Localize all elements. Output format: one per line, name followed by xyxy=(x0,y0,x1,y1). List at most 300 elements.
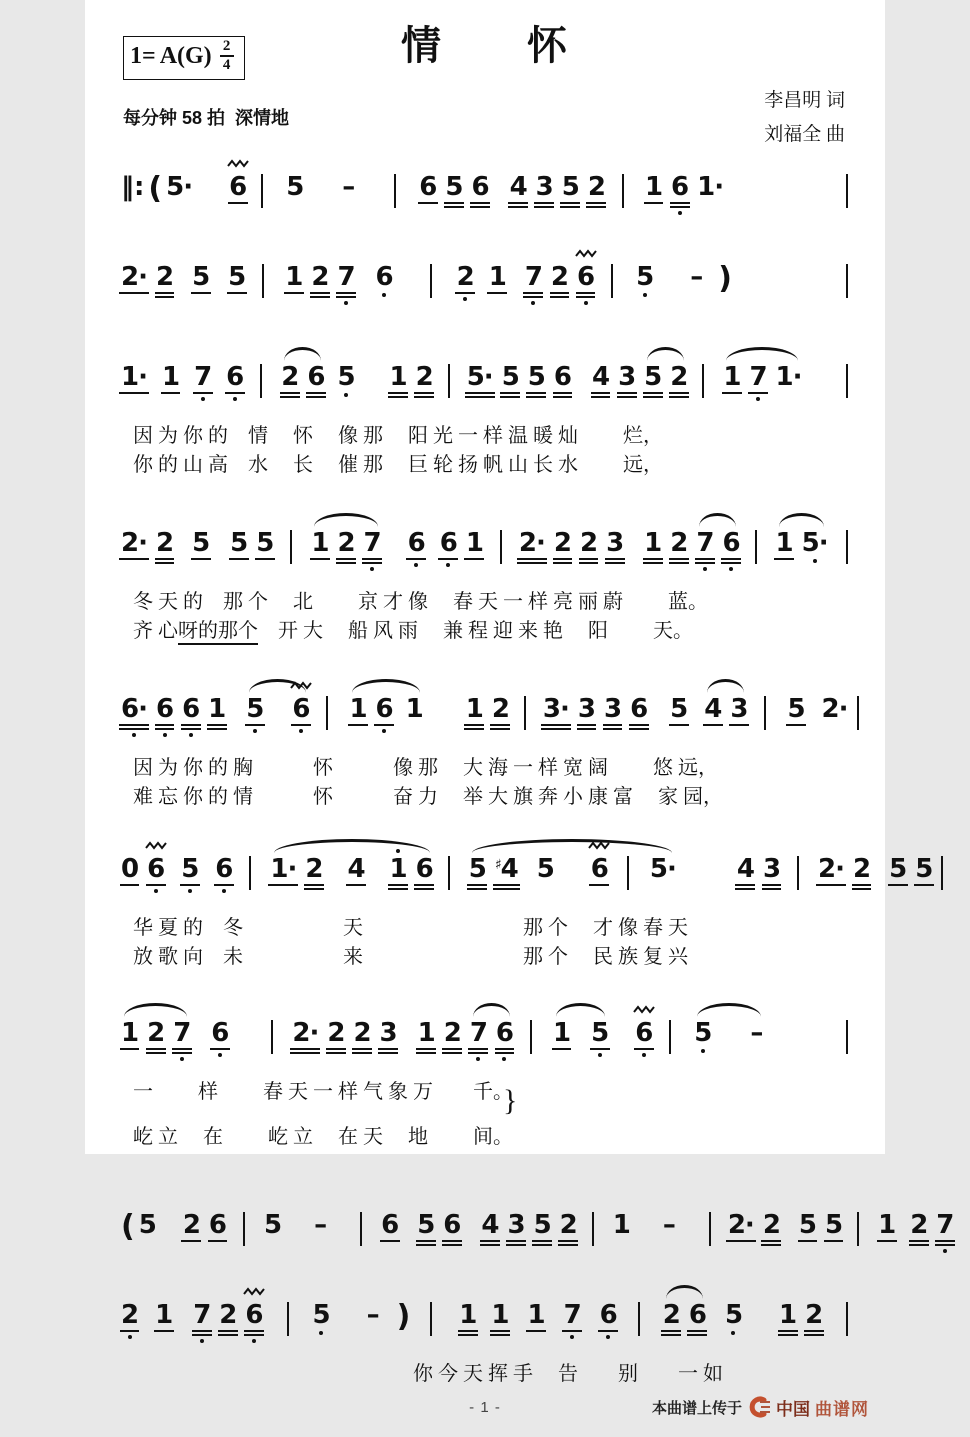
note-number: 5· xyxy=(649,854,676,884)
barline xyxy=(448,856,450,890)
beam-line xyxy=(661,1330,681,1332)
beam-line xyxy=(438,558,458,560)
barline xyxy=(638,1302,640,1336)
note xyxy=(156,696,173,737)
beam-line xyxy=(362,558,382,560)
beam-line xyxy=(603,724,623,726)
notes-row xyxy=(121,510,857,588)
beam-lines xyxy=(909,1240,929,1246)
octave-dot-below xyxy=(643,293,647,297)
beam-lines xyxy=(348,724,368,726)
beam-lines xyxy=(207,724,227,730)
beam-line xyxy=(468,1048,488,1050)
beam-lines xyxy=(490,724,510,730)
beam-lines xyxy=(120,1048,140,1050)
beam-line xyxy=(191,292,211,294)
beam-line xyxy=(120,1330,140,1332)
beam-lines xyxy=(119,292,149,294)
notes-row xyxy=(121,154,857,232)
beam-lines xyxy=(378,1048,398,1054)
beam-line xyxy=(255,558,275,560)
note-number: 5 xyxy=(468,854,486,884)
note-number: 6 xyxy=(671,172,689,202)
note-number: 3 xyxy=(535,172,553,202)
barline xyxy=(524,696,526,730)
note xyxy=(496,1020,513,1061)
note-number: 3 xyxy=(507,1209,525,1240)
beam-lines xyxy=(193,392,213,394)
note-number: 2 xyxy=(443,1018,461,1048)
beam-lines xyxy=(590,1048,610,1050)
beam-lines xyxy=(416,1240,436,1246)
note-number: 1 xyxy=(488,262,506,292)
note xyxy=(194,364,211,401)
note xyxy=(459,1299,477,1336)
note-number: 5 xyxy=(591,1018,609,1048)
note xyxy=(527,1299,545,1332)
octave-dot-below xyxy=(253,729,257,733)
note-number: 2 xyxy=(762,1209,780,1240)
beam-line xyxy=(416,1052,436,1054)
note-number: ♯4 xyxy=(494,854,518,884)
note-number: 2· xyxy=(518,528,545,558)
lyric-text: 难 忘 你 的 情 怀 奋 力 举 大 旗 奔 小 康 富 家 园， xyxy=(133,786,723,808)
octave-dot-below xyxy=(756,397,760,401)
note xyxy=(305,856,322,890)
beam-line xyxy=(762,884,782,886)
note xyxy=(162,364,179,394)
octave-dot-below xyxy=(463,297,467,301)
note xyxy=(481,1209,499,1246)
beam-lines xyxy=(192,1330,212,1336)
note xyxy=(636,264,653,297)
notes-row xyxy=(121,244,857,322)
octave-dot-below xyxy=(642,1053,646,1057)
beam-line xyxy=(560,202,580,204)
note xyxy=(776,364,802,390)
beam-lines xyxy=(120,1330,140,1332)
octave-dot-below xyxy=(570,1335,574,1339)
beam-lines xyxy=(480,1240,500,1246)
lyric-line xyxy=(121,754,857,783)
octave-dot-below xyxy=(382,293,386,297)
beam-line xyxy=(280,392,300,394)
beam-line xyxy=(310,296,330,298)
note-number: 1 xyxy=(612,1209,630,1240)
beam-line xyxy=(467,888,487,890)
note-number: 2 xyxy=(553,528,571,558)
octave-dot-below xyxy=(729,567,733,571)
note-number: 2· xyxy=(121,528,147,558)
beam-lines xyxy=(388,392,408,398)
note-number: 6· xyxy=(121,694,147,724)
beam-line xyxy=(562,1330,582,1332)
upload-text: 本曲谱上传于 xyxy=(651,1399,742,1417)
beam-line xyxy=(225,392,245,394)
beam-line xyxy=(534,206,554,208)
note xyxy=(285,264,302,294)
note xyxy=(688,1299,706,1336)
beam-lines xyxy=(326,1048,346,1054)
note-number: 2 xyxy=(182,1209,200,1240)
beam-lines xyxy=(762,884,782,890)
beam-lines xyxy=(493,884,520,890)
note-number: 1 xyxy=(311,528,329,558)
lyricist-credit: 李昌明 词 xyxy=(764,90,845,111)
octave-dot-below xyxy=(252,1339,256,1343)
note-number: 5· xyxy=(166,172,193,202)
lyric-underlined: 呀的那个 xyxy=(178,620,258,645)
note-number: 5 xyxy=(724,1299,743,1330)
beam-line xyxy=(935,1244,955,1246)
note xyxy=(211,1020,228,1057)
meter-numerator: 2 xyxy=(222,38,231,54)
note-number: 4 xyxy=(704,694,722,724)
notes-row xyxy=(121,1282,857,1360)
note-number: 7 xyxy=(936,1209,954,1240)
beam-line xyxy=(119,558,149,560)
beam-line xyxy=(748,392,768,394)
barline xyxy=(846,364,848,398)
note-number: 3· xyxy=(542,694,569,724)
beam-lines xyxy=(603,724,623,730)
beam-line xyxy=(541,728,571,730)
note-number: 6 xyxy=(415,854,433,884)
beam-lines xyxy=(225,392,245,394)
lyric-text: 因 为 你 的 情 怀 像 那 阳 光 一 样 温 暖 灿 烂， xyxy=(133,425,663,447)
note xyxy=(802,530,828,563)
beam-line xyxy=(721,558,741,560)
note-number: 5 xyxy=(445,172,463,202)
note-number: 5 xyxy=(533,1209,551,1240)
lyric-text: 冬 天 的 那 个 北 京 才 像 春 天 一 样 亮 丽 蔚 蓝。 xyxy=(133,591,708,613)
beam-line xyxy=(310,558,330,560)
note xyxy=(510,174,527,208)
beam-line xyxy=(306,396,326,398)
note xyxy=(528,364,545,398)
credits xyxy=(764,84,845,152)
note xyxy=(491,1299,509,1336)
beam-line xyxy=(935,1240,955,1242)
beam-lines xyxy=(541,724,571,730)
beam-line xyxy=(362,562,382,564)
beam-line xyxy=(550,296,570,298)
beam-lines xyxy=(464,724,484,730)
note-number: 1 xyxy=(121,1018,139,1048)
note xyxy=(630,696,647,730)
note-number: 5 xyxy=(694,1018,712,1048)
note-number: 5 xyxy=(915,854,933,884)
composer-credit: 刘福全 曲 xyxy=(764,124,845,146)
note xyxy=(445,174,462,208)
site-name: 中国 xyxy=(776,1399,810,1419)
note xyxy=(563,1299,581,1339)
beam-lines xyxy=(553,392,573,398)
lyric-text: 放 歌 向 未 来 那 个 民 族 复 兴 xyxy=(133,946,688,968)
beam-line xyxy=(605,558,625,560)
note-number: 1 xyxy=(723,362,741,392)
beam-lines xyxy=(500,392,520,398)
note-number: 2 xyxy=(910,1209,928,1240)
rest-dash: – xyxy=(690,262,704,292)
note-number: 6 xyxy=(208,1209,226,1240)
note-number: 6 xyxy=(211,1018,229,1048)
beam-line xyxy=(208,1240,228,1242)
note-number: 1 xyxy=(644,528,662,558)
beam-line xyxy=(786,724,806,726)
beam-lines xyxy=(629,724,649,730)
note xyxy=(121,1020,138,1050)
note xyxy=(444,1020,461,1054)
beam-line xyxy=(218,1334,238,1336)
barline xyxy=(290,530,292,564)
barline xyxy=(846,530,848,564)
note xyxy=(618,364,635,398)
beam-line xyxy=(414,884,434,886)
octave-dot-below xyxy=(703,567,707,571)
note xyxy=(612,1209,630,1240)
lyric-line xyxy=(121,914,857,943)
slur-arc xyxy=(274,839,431,853)
note xyxy=(364,530,381,571)
barline xyxy=(941,856,943,890)
beam-line xyxy=(778,1334,798,1336)
note-number: 6 xyxy=(245,1299,263,1330)
lyric-line xyxy=(121,1360,857,1389)
note xyxy=(376,264,393,297)
beam-lines xyxy=(444,202,464,208)
beam-line xyxy=(119,724,149,726)
note xyxy=(588,174,605,208)
beam-line xyxy=(909,1240,929,1242)
note-number: 2 xyxy=(147,1018,165,1048)
beam-line xyxy=(416,1244,436,1246)
uploader-credit xyxy=(652,1395,869,1420)
beam-line xyxy=(852,888,872,890)
note-number: 3 xyxy=(762,854,781,884)
beam-lines xyxy=(244,1330,264,1336)
beam-lines xyxy=(552,1048,572,1050)
note-number: 6 xyxy=(471,172,489,202)
note-number: 5 xyxy=(228,262,246,292)
beam-lines xyxy=(161,392,181,394)
beam-line xyxy=(414,888,434,890)
beam-line xyxy=(590,1048,610,1050)
beam-line xyxy=(553,392,573,394)
beam-line xyxy=(388,396,408,398)
notes-row xyxy=(121,836,933,914)
beam-lines xyxy=(669,558,689,564)
beam-line xyxy=(577,728,597,730)
beam-lines xyxy=(191,292,211,294)
beam-line xyxy=(532,1244,552,1246)
note-number: 7 xyxy=(563,1299,581,1330)
beam-lines xyxy=(414,884,434,890)
beam-lines xyxy=(416,1048,436,1054)
note-number: 1 xyxy=(775,528,793,558)
beam-line xyxy=(464,728,484,730)
note-number: 1 xyxy=(285,262,303,292)
note xyxy=(390,364,407,398)
note xyxy=(495,856,518,890)
beam-lines xyxy=(455,292,475,294)
beam-line xyxy=(336,292,356,294)
note-number: 2 xyxy=(456,262,474,292)
note xyxy=(822,696,848,722)
note xyxy=(662,1299,680,1336)
beam-line xyxy=(161,392,181,394)
lyric-text: 一 样 春 天 一 样 气 象 万 千。 xyxy=(133,1081,503,1103)
lyric-line xyxy=(121,1078,857,1123)
beam-line xyxy=(229,558,249,560)
barline xyxy=(702,364,704,398)
note xyxy=(147,856,164,893)
beam-lines xyxy=(155,558,175,564)
beam-lines xyxy=(181,1240,201,1242)
beam-lines xyxy=(442,1240,462,1246)
note-number: 6 xyxy=(215,854,233,884)
beam-line xyxy=(154,1330,174,1332)
note-number: 1 xyxy=(208,694,226,724)
rest-dash: – xyxy=(662,1209,676,1240)
beam-line xyxy=(146,1048,166,1050)
rest-dash: – xyxy=(314,1209,328,1240)
beam-lines xyxy=(687,1330,707,1336)
note xyxy=(805,1299,823,1336)
beam-line xyxy=(290,1052,320,1054)
beam-line xyxy=(762,888,782,890)
note-number: 5 xyxy=(181,854,199,884)
note xyxy=(156,264,173,298)
beam-line xyxy=(227,292,247,294)
beam-line xyxy=(669,396,689,398)
sharp-sign: ♯ xyxy=(494,857,501,873)
beam-lines xyxy=(729,724,749,726)
note xyxy=(121,530,147,560)
time-signature xyxy=(220,39,234,73)
parenthesis: ( xyxy=(148,171,163,206)
beam-line xyxy=(591,396,611,398)
slur-arc xyxy=(647,347,685,361)
note-number: 6 xyxy=(722,528,740,558)
note xyxy=(380,1020,397,1054)
beam-line xyxy=(914,884,934,886)
note-number: 5 xyxy=(561,172,579,202)
note-number: 5 xyxy=(286,172,304,202)
note xyxy=(353,1020,370,1054)
note-number: 2 xyxy=(670,528,688,558)
beam-line xyxy=(695,558,715,560)
beam-line xyxy=(388,888,408,890)
site-logo-icon xyxy=(747,1397,771,1417)
note xyxy=(562,174,579,208)
beam-line xyxy=(155,296,175,298)
beam-line xyxy=(721,562,741,564)
beam-lines xyxy=(228,202,248,204)
beam-lines xyxy=(352,1048,372,1054)
beam-line xyxy=(181,1240,201,1242)
beam-line xyxy=(192,1334,212,1336)
beam-lines xyxy=(852,884,872,890)
note-number: 7 xyxy=(337,262,355,292)
beam-line xyxy=(290,1048,320,1050)
lyric-text: 开 大 船 风 雨 兼 程 迎 来 艳 阳 天。 xyxy=(258,620,693,642)
beam-lines xyxy=(644,202,664,204)
note xyxy=(121,696,147,737)
beam-line xyxy=(388,884,408,886)
note-number: 2· xyxy=(727,1209,754,1240)
note xyxy=(121,264,147,294)
beam-lines xyxy=(154,1330,174,1332)
beam-line xyxy=(245,724,265,726)
note xyxy=(219,1299,237,1336)
note xyxy=(416,856,433,890)
note xyxy=(347,856,364,886)
beam-line xyxy=(490,728,510,730)
music-system xyxy=(121,510,857,646)
note xyxy=(650,856,676,882)
note xyxy=(737,856,754,890)
beam-lines xyxy=(558,1240,578,1246)
octave-dot-below xyxy=(163,733,167,737)
beam-lines xyxy=(786,724,806,726)
note-number: 5 xyxy=(787,694,805,724)
beam-line xyxy=(346,884,366,886)
note-number: 7 xyxy=(469,1018,487,1048)
beam-line xyxy=(670,202,690,204)
beam-line xyxy=(576,296,596,298)
note xyxy=(543,696,569,730)
note-number: 6 xyxy=(688,1299,706,1330)
note xyxy=(749,364,766,401)
rest-dash: – xyxy=(366,1299,380,1330)
beam-line xyxy=(603,728,623,730)
beam-line xyxy=(464,558,484,560)
note xyxy=(443,1209,461,1246)
note xyxy=(182,696,199,737)
note-number: 6 xyxy=(381,1209,399,1240)
rest-dash: – xyxy=(342,172,356,202)
note xyxy=(502,364,519,398)
beam-lines xyxy=(877,1240,897,1242)
music-system xyxy=(121,1192,954,1270)
beam-line xyxy=(155,292,175,294)
note xyxy=(704,696,721,726)
note xyxy=(417,1209,435,1246)
beam-line xyxy=(534,202,554,204)
note-number: 5 xyxy=(417,1209,435,1240)
note xyxy=(798,1209,816,1242)
note-number: 3 xyxy=(603,694,622,724)
barline xyxy=(260,364,262,398)
beam-line xyxy=(669,724,689,726)
music-system xyxy=(121,154,857,232)
note-number: 4 xyxy=(481,1209,499,1240)
note-number: 2 xyxy=(219,1299,237,1330)
barline xyxy=(430,1302,432,1336)
beam-line xyxy=(465,396,495,398)
beam-line xyxy=(634,1048,654,1050)
beam-lines xyxy=(553,558,573,564)
beam-line xyxy=(888,884,908,886)
note xyxy=(779,1299,797,1336)
beam-line xyxy=(526,1330,546,1332)
note-number: 5 xyxy=(527,362,545,392)
note-number: 2 xyxy=(805,1299,823,1330)
beam-lines xyxy=(506,1240,526,1246)
lyric-line xyxy=(121,451,857,480)
note-number: 6 xyxy=(599,1299,617,1330)
